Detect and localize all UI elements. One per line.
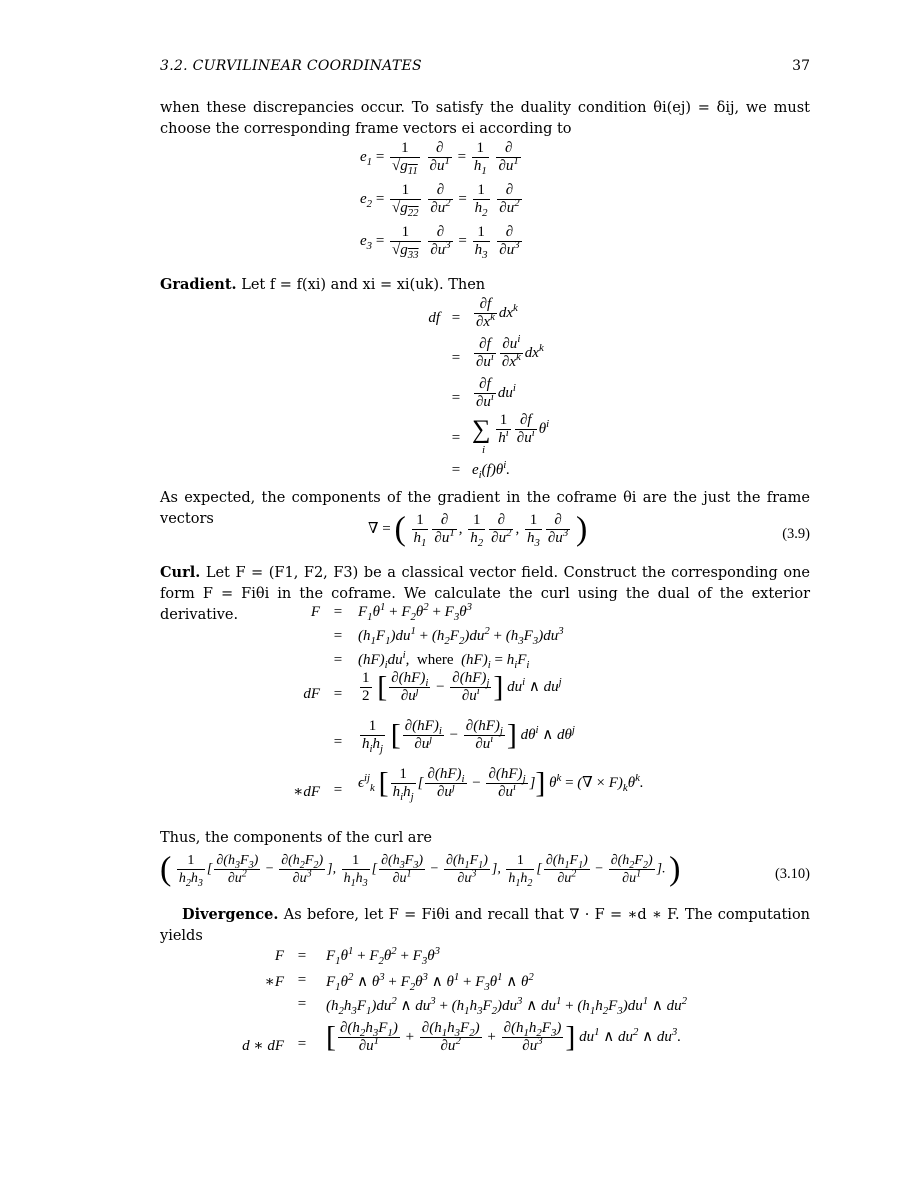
curl-text: Let F = (F1, F2, F3) be a classical vector field. Construct the corresponding one form F = Fiθi in the coframe. We calculate the curl using the dual of the exterior derivative. — [160, 565, 810, 623]
curl-derivation: F = $F_1\theta^1 + F_2\theta^2 + F_3\theta^3$ = $(h_1F_1)du^1 + (h_2F_2)du^2 + (h_3F_3)du^3$ = $(hF)_idu^i$, where $(hF)_i = h_iF_i$ dF = $\frac{1}{2}$ [ $\frac{\partial(hF)_i}{\partial u^j}$ − $\frac{\partial(hF)_j}{\partial u^i}$ ] $du^i$ ∧ $du^j$ = $\frac{1}{h_ih_j}$ [ $\frac{\partial(hF)_i}{\partial u^j}$ − $\frac{\partial(hF)_j}{\partial u^i}$ ] $d\theta^i$ ∧ $d\theta^j$ ∗dF = $\epsilon^{ij}_k$ [ $\frac{1}{h_ih_j}$ [ $\frac{\partial(hF)_i}{\partial u^j}$ − $\frac{\partial(hF)_j}{\partial u^i}$ ]] $\theta^k$ = (∇ × $F)_k\theta^k$. — [293, 601, 644, 803]
section-title: 3.2. CURVILINEAR COORDINATES — [160, 58, 422, 74]
curl-components-equation: ( $\frac{1}{h_2h_3}$ [ $\frac{\partial(h_3F_3)}{\partial u^2}$ − $\frac{\partial(h_2F_2)}{\partial u^3}$ ], $\frac{1}{h_1h_3}$ [ $\frac{\partial(h_3F_3)}{\partial u^1}$ − $\frac{\partial(h_1F_1)}{\partial u^3}$ ], $\frac{1}{h_1h_2}$ [ $\frac{\partial(h_1F_1)}{\partial u^2}$ − $\frac{\partial(h_2F_2)}{\partial u^1}$ ]. ) (3.10) — [160, 850, 810, 889]
eq-e3: $e_3$ = $\frac{1}{√g_{33}}$ $\frac{\partial}{\partial u^3}$ = $\frac{1}{h_3}$ $\frac{\partial}{\partial u^3}$ — [360, 224, 520, 261]
df-lhs: df — [428, 310, 440, 326]
page — [160, 0, 810, 1188]
eq-e1: $e_1$ = $\frac{1}{√g_{11}}$ $\frac{\partial}{\partial u^1}$ = $\frac{1}{h_1}$ $\frac{\partial}{\partial u^1}$ — [360, 140, 519, 177]
divergence-paragraph — [160, 904, 810, 947]
running-head — [160, 58, 810, 80]
curl-after-text: Thus, the components of the curl are — [160, 830, 432, 846]
intro-paragraph — [160, 98, 810, 140]
gradient-derivation: df = $\frac{\partial f}{\partial x^k}$ $dx^k$ = $\frac{\partial f}{\partial u^i}$ $\frac{\partial u^i}{\partial x^k}$ $dx^k$ = $\frac{\partial f}{\partial u^i}$ $du^i$ = ∑ $\frac{1}{h^i}$ $\frac{\partial f}{\partial u^i}$ $\theta^i$ i = $e_i(f)\theta^i$. — [410, 296, 670, 481]
equation-number-3-9: (3.9) — [782, 526, 810, 542]
gradient-heading: Gradient. — [160, 276, 237, 293]
eq-e2: $e_2$ = $\frac{1}{√g_{22}}$ $\frac{\partial}{\partial u^2}$ = $\frac{1}{h_2}$ $\frac{\partial}{\partial u^2}$ — [360, 182, 520, 219]
gradient-paragraph — [160, 274, 810, 296]
curl-heading: Curl. — [160, 564, 201, 581]
gradient-text: Let f = f(xi) and xi = xi(uk). Then — [241, 277, 486, 293]
where-word: where — [416, 652, 454, 668]
intro-text: when these discrepancies occur. To satisfy the duality condition θi(ej) = δij, we must choose the corresponding frame vectors ei according to — [160, 100, 810, 137]
nabla-equation: ∇ = ( $\frac{1}{h_1}$ $\frac{\partial}{\partial u^1}$ , $\frac{1}{h_2}$ $\frac{\partial}{\partial u^2}$ , $\frac{1}{h_3}$ $\frac{\partial}{\partial u^3}$ ) (3.9) — [368, 510, 810, 549]
equation-number-3-10: (3.10) — [774, 866, 810, 882]
curl-after-paragraph — [160, 828, 810, 849]
divergence-text: As before, let F = Fiθi and recall that ∇ · F = ∗d ∗ F. The computation yields — [160, 907, 811, 944]
frame-vectors-equations — [360, 140, 620, 265]
divergence-derivation: F = $F_1\theta^1 + F_2\theta^2 + F_3\theta^3$ ∗F = $F_1\theta^2$ ∧ $\theta^3 + F_2\theta^3$ ∧ $\theta^1 + F_3\theta^1$ ∧ $\theta^2$ = $(h_2h_3F_1)du^2$ ∧ $du^3 + (h_1h_3F_2)du^3$ ∧ $du^1 + (h_1h_2F_3)du^1$ ∧ $du^2$ d ∗ dF = [ $\frac{\partial(h_2h_3F_1)}{\partial u^1}$ + $\frac{\partial(h_1h_3F_2)}{\partial u^2}$ + $\frac{\partial(h_1h_2F_3)}{\partial u^3}$ ] $du^1$ ∧ $du^2$ ∧ $du^3$. — [242, 945, 687, 1054]
divergence-heading: Divergence. — [182, 906, 279, 923]
page-number: 37 — [792, 58, 810, 74]
gradient-after-text: As expected, the components of the gradient in the coframe θi are the just the frame vectors — [160, 490, 810, 527]
